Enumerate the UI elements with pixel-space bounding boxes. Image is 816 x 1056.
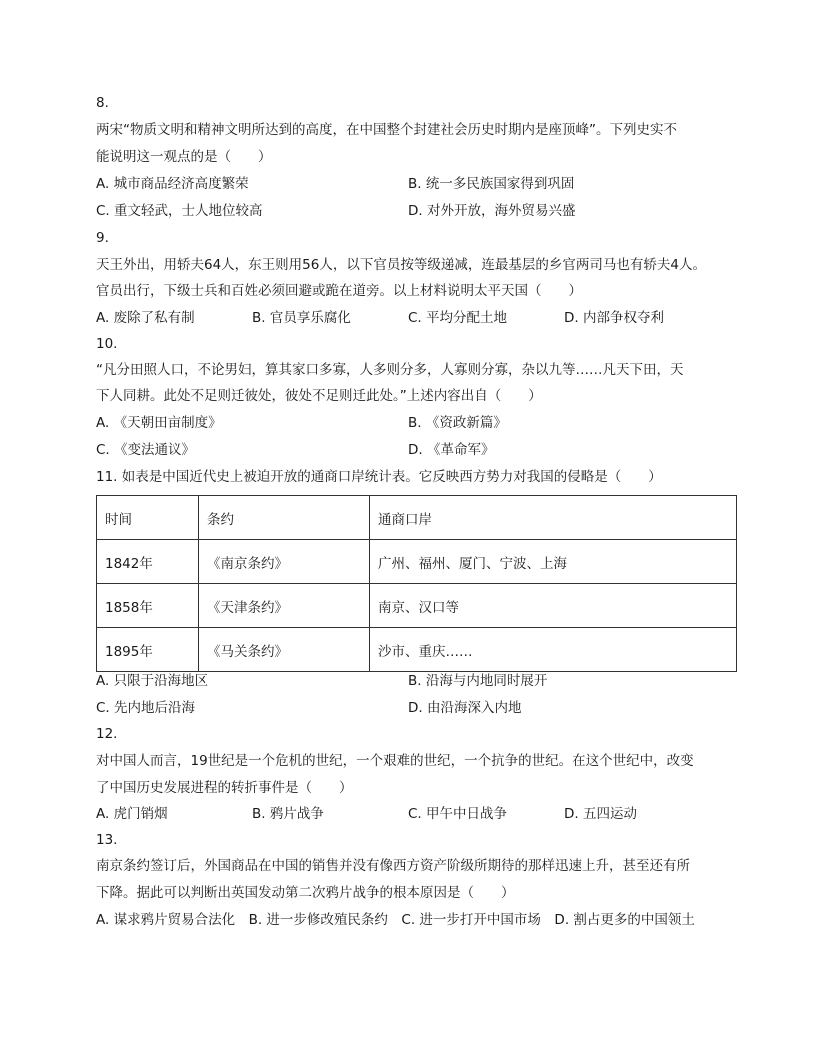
treaty-ports-table (96, 495, 737, 672)
q8-stem-line2: 能说明这一观点的是（ ） (96, 149, 272, 165)
table-header-cell: 时间 (97, 496, 199, 540)
table-header-cell: 条约 (199, 496, 370, 540)
q12-stem-line2: 了中国历史发展进程的转折事件是（ ） (96, 780, 353, 796)
q8-option-a: A. 城市商品经济高度繁荣 (96, 176, 249, 192)
table-cell: 1895年 (97, 628, 199, 672)
q12-option-b: B. 鸦片战争 (252, 806, 324, 822)
q8-option-c: C. 重文轻武，士人地位较高 (96, 203, 263, 219)
q10-stem-line1: “凡分田照人口，不论男妇，算其家口多寡，人多则分多，人寡则分寡，杂以九等……凡天下田，天 (96, 362, 684, 378)
q9-option-c: C. 平均分配土地 (408, 310, 508, 326)
table-cell: 沙市、重庆…… (370, 628, 737, 672)
q13-options: A. 谋求鸦片贸易合法化 B. 进一步修改殖民条约 C. 进一步打开中国市场 D. 割占更多的中国领土 (96, 912, 695, 928)
q13-number: 13. (96, 832, 118, 848)
q10-option-a: A. 《天朝田亩制度》 (96, 415, 222, 431)
q9-stem-line1: 天王外出，用轿夫64人，东王则用56人，以下官员按等级递减，连最基层的乡官两司马也有轿夫4人。 (96, 257, 706, 273)
q13-stem-line1: 南京条约签订后，外国商品在中国的销售并没有像西方资产阶级所期待的那样迅速上升，甚至还有所 (96, 858, 690, 874)
q10-option-c: C. 《变法通议》 (96, 442, 196, 458)
table-cell: 1842年 (97, 540, 199, 584)
table-cell: 《马关条约》 (199, 628, 370, 672)
table-cell: 广州、福州、厦门、宁波、上海 (370, 540, 737, 584)
q11-option-b: B. 沿海与内地同时展开 (408, 673, 548, 689)
q13-stem-line2: 下降。据此可以判断出英国发动第二次鸦片战争的根本原因是（ ） (96, 885, 515, 901)
q9-number: 9. (96, 230, 109, 246)
q8-option-b: B. 统一多民族国家得到巩固 (408, 176, 575, 192)
q10-option-d: D. 《革命军》 (408, 442, 495, 458)
q9-option-b: B. 官员享乐腐化 (252, 310, 351, 326)
q11-stem: 11. 如表是中国近代史上被迫开放的通商口岸统计表。它反映西方势力对我国的侵略是（ ） (96, 469, 662, 485)
q12-option-a: A. 虎门销烟 (96, 806, 168, 822)
q9-option-a: A. 废除了私有制 (96, 310, 195, 326)
table-cell: 南京、汉口等 (370, 584, 737, 628)
q12-option-c: C. 甲午中日战争 (408, 806, 508, 822)
q12-number: 12. (96, 726, 118, 742)
q9-stem-line2: 官员出行，下级士兵和百姓必须回避或跪在道旁。以上材料说明太平天国（ ） (96, 283, 582, 299)
table-row (97, 540, 737, 584)
q9-option-d: D. 内部争权夺利 (564, 310, 664, 326)
table-cell: 1858年 (97, 584, 199, 628)
q8-option-d: D. 对外开放，海外贸易兴盛 (408, 203, 576, 219)
q11-option-d: D. 由沿海深入内地 (408, 700, 522, 716)
q10-stem-line2: 下人同耕。此处不足则迁彼处，彼处不足则迁此处。”上述内容出自（ ） (96, 388, 542, 404)
q12-option-d: D. 五四运动 (564, 806, 637, 822)
q11-option-c: C. 先内地后沿海 (96, 700, 196, 716)
table-row (97, 584, 737, 628)
table-header-row (97, 496, 737, 540)
q8-number: 8. (96, 95, 109, 111)
table-row (97, 628, 737, 672)
table-cell: 《天津条约》 (199, 584, 370, 628)
q10-option-b: B. 《资政新篇》 (408, 415, 507, 431)
q11-option-a: A. 只限于沿海地区 (96, 673, 209, 689)
q12-stem-line1: 对中国人而言，19世纪是一个危机的世纪，一个艰难的世纪，一个抗争的世纪。在这个世纪中，改变 (96, 753, 694, 769)
q10-number: 10. (96, 336, 118, 352)
q8-stem-line1: 两宋“物质文明和精神文明所达到的高度，在中国整个封建社会历史时期内是座顶峰”。下列史实不 (96, 122, 677, 138)
table-header-cell: 通商口岸 (370, 496, 737, 540)
table-cell: 《南京条约》 (199, 540, 370, 584)
